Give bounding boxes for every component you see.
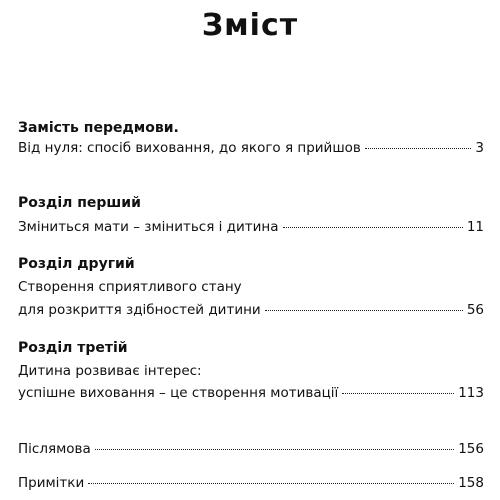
dot-leader (88, 483, 454, 484)
toc-section-heading: Розділ другий (18, 256, 135, 272)
toc-entry-row[interactable] (18, 301, 484, 319)
toc-page-number: 3 (475, 140, 484, 156)
toc-page-number: 156 (458, 441, 484, 457)
dot-leader (365, 148, 472, 149)
toc-entry-subtitle: Створення сприятливого стану (18, 279, 242, 295)
toc-entry-row[interactable] (18, 139, 484, 157)
toc-page-number: 11 (466, 219, 484, 235)
toc-section-heading: Розділ перший (18, 195, 141, 211)
dot-leader (283, 227, 463, 228)
toc-entry-row[interactable] (18, 440, 484, 458)
dot-leader (265, 310, 463, 311)
toc-entry-title: Примітки (18, 475, 85, 491)
dot-leader (95, 449, 454, 450)
toc-entry-title: для розкриття здібностей дитини (18, 302, 261, 318)
toc-entry-title: успішне виховання – це створення мотивації (18, 385, 339, 401)
toc-section-heading: Розділ третій (18, 340, 128, 356)
page-title: Зміст (201, 8, 299, 43)
toc-page-number: 158 (458, 475, 484, 491)
toc-page-number: 56 (466, 302, 484, 318)
toc-entry-title: Післямова (18, 441, 91, 457)
toc-entry-row[interactable] (18, 474, 484, 492)
toc-page-number: 113 (458, 385, 484, 401)
toc-entry-subtitle: Дитина розвиває інтерес: (18, 363, 202, 379)
toc-entry-title: Зміниться мати – зміниться і дитина (18, 219, 279, 235)
toc-entry-title: Від нуля: спосіб виховання, до якого я прийшов (18, 140, 361, 156)
toc-section-heading: Замість передмови. (18, 120, 179, 136)
dot-leader (342, 393, 454, 394)
toc-entry-row[interactable] (18, 218, 484, 236)
toc-entry-row[interactable] (18, 384, 484, 402)
